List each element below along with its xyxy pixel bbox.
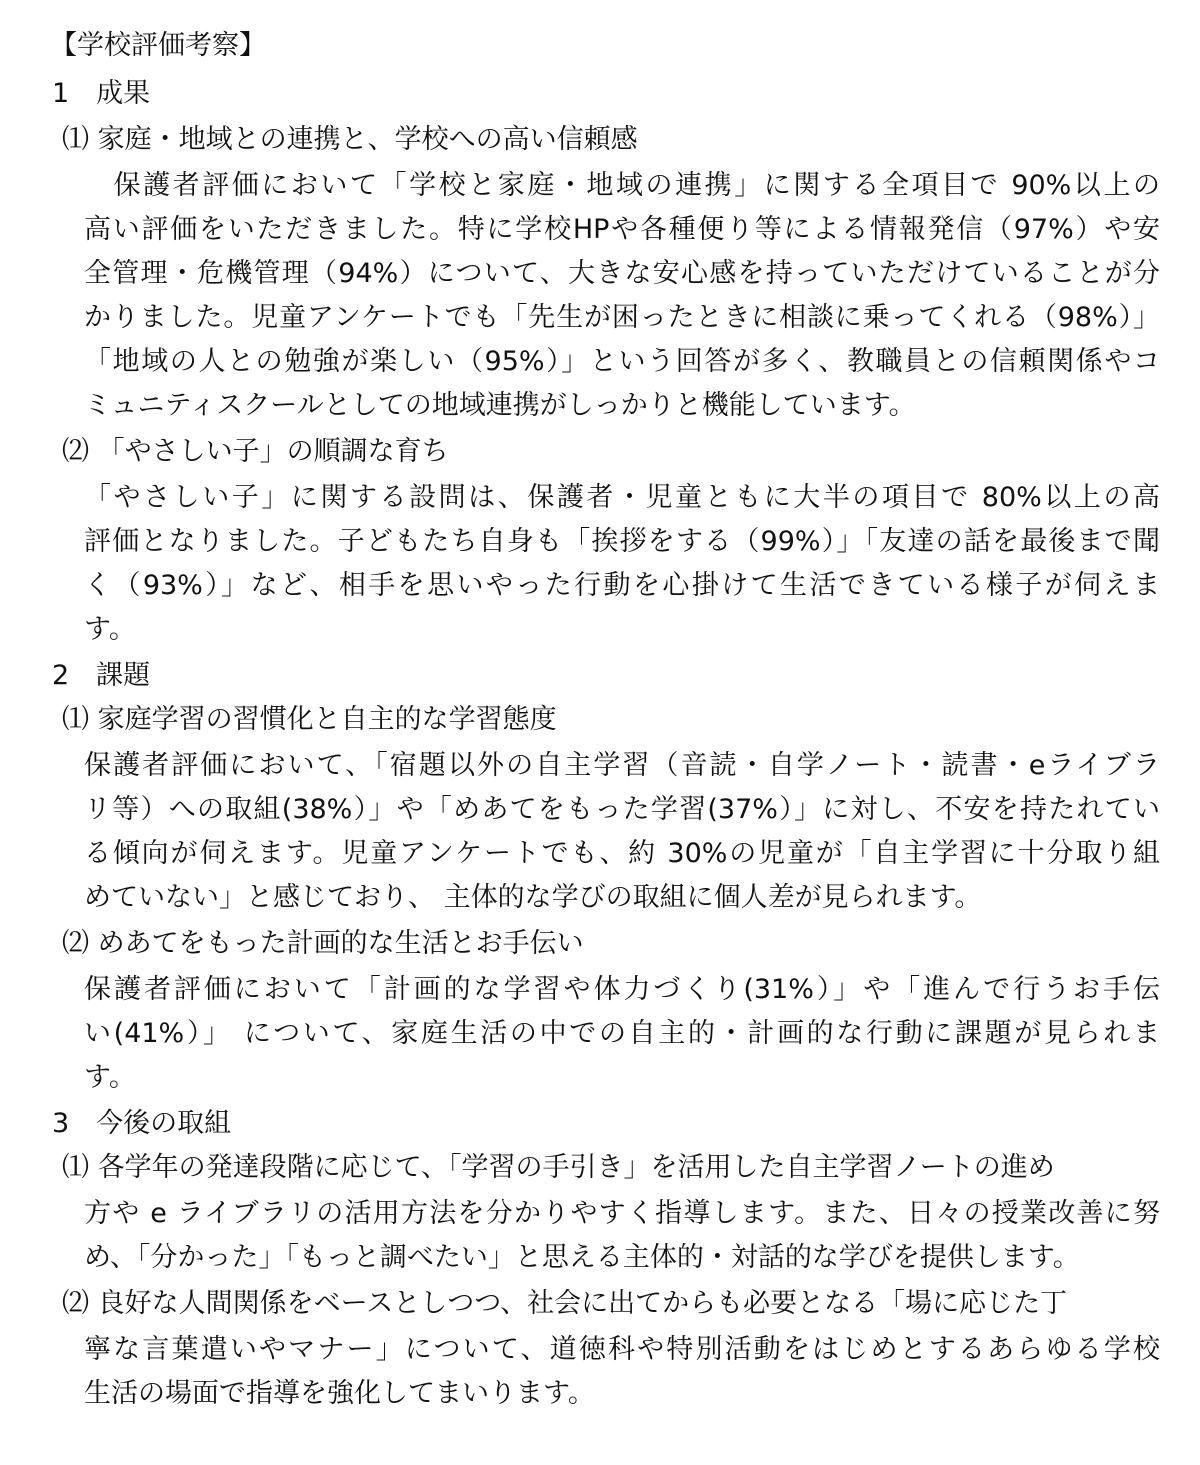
subsection-heading: ⑴ 家庭学習の習慣化と自主的な学習態度: [62, 704, 557, 735]
paragraph-line: かりました。児童アンケートでも「先生が困ったときに相談に乗ってくれる（98%）」: [84, 302, 1160, 333]
paragraph-line: す。: [84, 614, 136, 645]
paragraph-line: 全管理・危機管理（94%）について、大きな安心感を持っていただけていることが分: [84, 258, 1160, 289]
paragraph-line: 保護者評価において「学校と家庭・地域の連携」に関する全項目で 90%以上の: [84, 170, 1160, 201]
section-heading-results: 1 成果: [52, 78, 151, 109]
paragraph-line: 寧な言葉遣いやマナー」について、道徳科や特別活動をはじめとするあらゆる学校: [84, 1334, 1160, 1365]
paragraph-line: リ等）への取組(38%）」や「めあてをもった学習(37%）」に対し、不安を持たれてい: [84, 794, 1160, 825]
paragraph-line: め、「分かった」「もっと調べたい」と思える主体的・対話的な学びを提供します。: [84, 1242, 1080, 1273]
paragraph-line: 評価となりました。子どもたち自身も「挨拶をする（99%）」「友達の話を最後まで聞: [84, 526, 1160, 557]
paragraph-line: 生活の場面で指導を強化してまいります。: [84, 1378, 595, 1409]
subsection-heading: ⑵ 良好な人間関係をベースとしつつ、社会に出てからも必要となる「場に応じた丁: [62, 1288, 1068, 1319]
section-heading-future-initiatives: 3 今後の取組: [52, 1108, 232, 1139]
paragraph-line: 方や e ライブラリの活用方法を分かりやすく指導します。また、日々の授業改善に努: [84, 1198, 1160, 1229]
paragraph-line: く（93%）」など、相手を思いやった行動を心掛けて生活できている様子が伺えま: [84, 570, 1160, 601]
paragraph-line: めていない」と感じており、 主体的な学びの取組に個人差が見られます。: [84, 882, 982, 913]
paragraph-line: い(41%）」 について、家庭生活の中での自主的・計画的な行動に課題が見られま: [84, 1018, 1160, 1049]
subsection-heading: ⑴ 各学年の発達段階に応じて、「学習の手引き」を活用した自主学習ノートの進め: [62, 1152, 1055, 1183]
document-title: 【学校評価考察】: [50, 30, 266, 61]
paragraph-line: す。: [84, 1062, 136, 1093]
paragraph-line: 「やさしい子」に関する設問は、保護者・児童ともに大半の項目で 80%以上の高: [84, 482, 1160, 513]
paragraph-line: る傾向が伺えます。児童アンケートでも、約 30%の児童が「自主学習に十分取り組: [84, 838, 1161, 869]
subsection-heading: ⑴ 家庭・地域との連携と、学校への高い信頼感: [62, 124, 638, 155]
paragraph-line: 高い評価をいただきました。特に学校HPや各種便り等による情報発信（97%）や安: [84, 214, 1160, 245]
paragraph-line: 保護者評価において、「宿題以外の自主学習（音読・自学ノート・読書・eライブラ: [84, 750, 1160, 781]
paragraph-line: 保護者評価において「計画的な学習や体力づくり(31%）」や「進んで行うお手伝: [84, 974, 1160, 1005]
section-heading-issues: 2 課題: [52, 660, 151, 691]
subsection-heading: ⑵ 「やさしい子」の順調な育ち: [62, 436, 449, 467]
paragraph-line: ミュニティスクールとしての地域連携がしっかりと機能しています。: [84, 390, 916, 421]
paragraph-line: 「地域の人との勉強が楽しい（95%）」という回答が多く、教職員との信頼関係やコ: [84, 346, 1160, 377]
subsection-heading: ⑵ めあてをもった計画的な生活とお手伝い: [62, 928, 584, 959]
